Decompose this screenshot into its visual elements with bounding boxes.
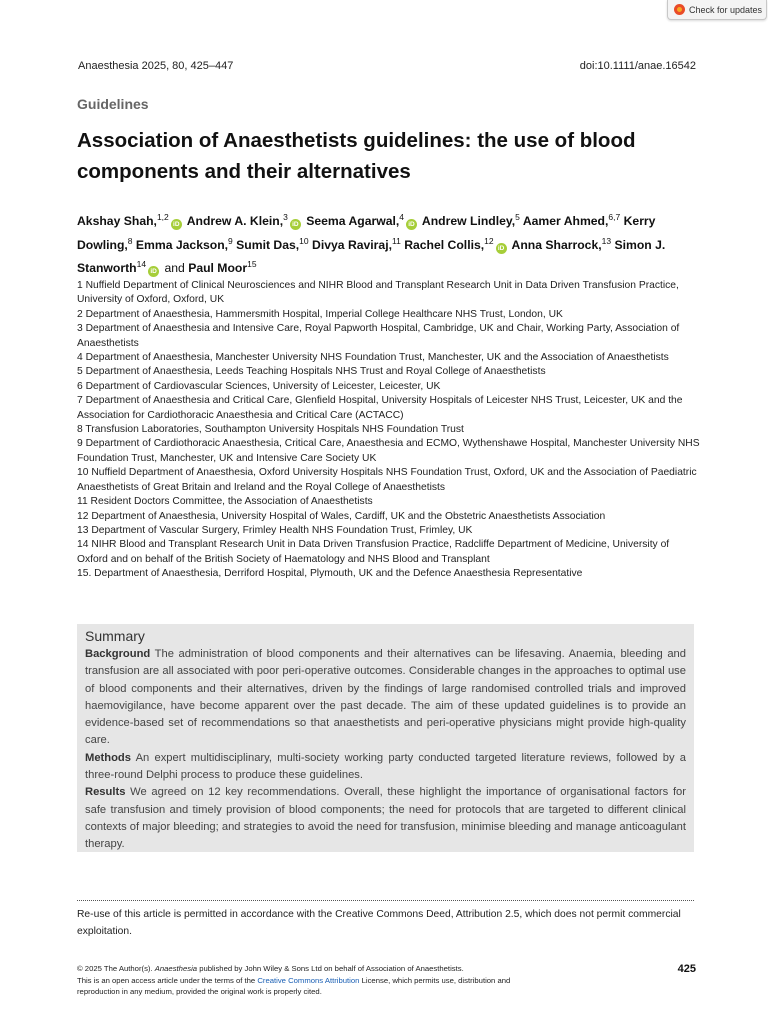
check-for-updates-label: Check for updates — [689, 4, 763, 15]
results-text: We agreed on 12 key recommendations. Overall, these highlight the importance of organisational factors for safe transfusion and timely provision of blood components; the need for protocols that are targeted to different clinical contexts of major bleeding; and strategies to avoid the need for transfusion, minimise bleeding and manage anticoagulant therapy. — [85, 786, 686, 851]
author-affiliation-marker: 1,2 — [156, 212, 169, 222]
article-title: Association of Anaesthetists guidelines: the use of blood components and their alternatives — [77, 129, 636, 183]
affiliation-item: 9 Department of Cardiothoracic Anaesthesia, Critical Care, Anaesthesia and ECMO, Wythenshawe Hospital, Manchester University NHS Foundation Trust, Manchester, UK and Intensive Care Society UK — [77, 438, 700, 464]
author-name: Emma Jackson, — [135, 237, 229, 252]
author-affiliation-marker: 8 — [127, 235, 133, 246]
license-prefix: This is an open access article under the terms of the — [77, 975, 256, 985]
author-affiliation-marker: 12 — [484, 235, 494, 246]
author-affiliation-marker: 9 — [228, 235, 233, 246]
author-name: Andrew Lindley, — [421, 214, 516, 229]
orcid-icon[interactable]: iD — [148, 266, 159, 277]
author-affiliation-marker: 4 — [399, 212, 404, 222]
author-affiliation-marker: 13 — [601, 235, 612, 246]
author-affiliation-marker: 6,7 — [608, 212, 621, 222]
author-name: Paul Moor — [188, 261, 248, 276]
journal-reference: Anaesthesia 2025, 80, 425–447 — [78, 60, 234, 72]
crossmark-icon — [674, 4, 685, 15]
summary-box — [77, 624, 694, 852]
background-text: The administration of blood components and their alternatives can be lifesaving. Anaemia, bleeding and transfusion are all associated with poor peri-operative outcomes. Considerable changes in the approaches to optimal use of blood components and their alternatives, driven by the findings of large randomised controlled trials and improved haemovigilance, have become apparent over the past decade. The aim of these updated guidelines is to provide an evidence-based set of recommendations so that anaesthetists and peri-operative physicians might provide high-quality care. — [85, 648, 686, 747]
methods-label: Methods — [85, 751, 131, 764]
affiliation-item: 3 Department of Anaesthesia and Intensive Care, Royal Papworth Hospital, Cambridge, UK and Chair, Working Party, Association of Anaesthetists — [77, 323, 680, 349]
results-label: Results — [85, 786, 126, 799]
background-label: Background — [85, 648, 151, 660]
author-affiliation-marker: 5 — [515, 212, 520, 222]
copyright-suffix: published by John Wiley & Sons Ltd on behalf of Association of Anaesthetists. — [199, 964, 464, 973]
author-affiliation-marker: 3 — [283, 212, 288, 222]
orcid-icon[interactable]: iD — [171, 219, 182, 230]
orcid-icon[interactable]: iD — [496, 243, 507, 254]
affiliation-item: 2 Department of Anaesthesia, Hammersmith Hospital, Imperial College Healthcare NHS Trust, London, UK — [77, 308, 563, 320]
author-list — [77, 208, 697, 279]
author-affiliation-marker: 14 — [136, 259, 147, 270]
orcid-icon[interactable]: iD — [290, 219, 301, 230]
author-name: Seema Agarwal, — [306, 214, 400, 229]
reuse-notice: Re-use of this article is permitted in accordance with the Creative Commons Deed, Attribution 2.5, which does not permit commercial exploitation. — [77, 909, 681, 937]
affiliation-item: 15. Department of Anaesthesia, Derriford Hospital, Plymouth, UK and the Defence Anaesthesia Representative — [77, 568, 583, 580]
summary-methods — [85, 750, 686, 785]
affiliation-list — [77, 279, 702, 582]
author-name: Sumit Das, — [236, 237, 300, 252]
affiliation-item: 8 Transfusion Laboratories, Southampton University Hospitals NHS Foundation Trust — [77, 424, 464, 436]
author-name: Aamer Ahmed, — [522, 214, 609, 229]
affiliation-item: 14 NIHR Blood and Transplant Research Unit in Data Driven Transfusion Practice, Radcliffe Department of Medicine, University of Oxford and on behalf of the British Society of Haematology and NHS Blood and Transplant — [77, 539, 670, 565]
orcid-icon[interactable]: iD — [406, 219, 417, 230]
summary-background — [85, 646, 686, 750]
methods-text: An expert multidisciplinary, multi-society working party conducted targeted literature reviews, followed by a three-round Delphi process to produce these guidelines. — [85, 751, 686, 782]
check-for-updates-button[interactable] — [667, 0, 767, 20]
affiliation-item: 11 Resident Doctors Committee, the Association of Anaesthetists — [77, 496, 373, 508]
author-name: Kerry Dowling, — [77, 214, 656, 252]
creative-commons-link[interactable]: Creative Commons Attribution — [257, 975, 360, 985]
affiliation-item: 1 Nuffield Department of Clinical Neurosciences and NIHR Blood and Transplant Research Unit in Data Driven Transfusion Practice, University of Oxford, Oxford, UK — [77, 280, 679, 306]
copyright-prefix: © 2025 The Author(s). — [77, 964, 153, 973]
affiliation-item: 4 Department of Anaesthesia, Manchester University NHS Foundation Trust, Manchester, UK and the Association of Anaesthetists — [77, 352, 669, 364]
author-affiliation-marker: 15 — [247, 259, 257, 270]
article-type-label: Guidelines — [77, 96, 149, 112]
author-name: Divya Raviraj, — [312, 237, 392, 252]
affiliation-item: 10 Nuffield Department of Anaesthesia, Oxford University Hospitals NHS Foundation Trust, Oxford, UK and the Association of Paediatric Anaesthetists of Great Britain and Ireland and the Royal College of Anaesthetists — [77, 467, 697, 493]
copyright-notice — [77, 963, 547, 998]
affiliation-item: 12 Department of Anaesthesia, University Hospital of Wales, Cardiff, UK and the Obstetric Anaesthetists Association — [77, 510, 606, 522]
affiliation-item: 13 Department of Vascular Surgery, Frimley Health NHS Foundation Trust, Frimley, UK — [77, 524, 473, 536]
author-name: Simon J. Stanworth — [77, 237, 666, 276]
affiliation-item: 5 Department of Anaesthesia, Leeds Teaching Hospitals NHS Trust and Royal College of Anaesthetists — [77, 366, 546, 378]
author-affiliation-marker: 11 — [391, 235, 401, 246]
affiliation-item: 7 Department of Anaesthesia and Critical Care, Glenfield Hospital, University Hospitals of Leicester NHS Trust, Leicester, UK and the Association for Cardiothoracic Anaesthesia and Critical Care (ACTACC) — [77, 395, 683, 421]
summary-results — [85, 784, 686, 853]
journal-name: Anaesthesia — [154, 964, 198, 973]
summary-heading: Summary — [85, 628, 145, 644]
author-conjunction: and — [164, 261, 185, 276]
author-name: Anna Sharrock, — [511, 237, 602, 252]
author-name: Akshay Shah, — [77, 214, 157, 229]
footnote-divider — [77, 900, 694, 901]
page-number: 425 — [677, 963, 696, 975]
author-name: Rachel Collis, — [404, 237, 485, 252]
author-name: Andrew A. Klein, — [186, 214, 284, 229]
doi-link[interactable]: doi:10.1111/anae.16542 — [579, 60, 696, 72]
license-suffix: License, which permits use, distribution and reproduction in any medium, provided the original work is properly cited. — [77, 975, 511, 996]
author-affiliation-marker: 10 — [299, 235, 309, 246]
affiliation-item: 6 Department of Cardiovascular Sciences, University of Leicester, Leicester, UK — [77, 380, 441, 392]
